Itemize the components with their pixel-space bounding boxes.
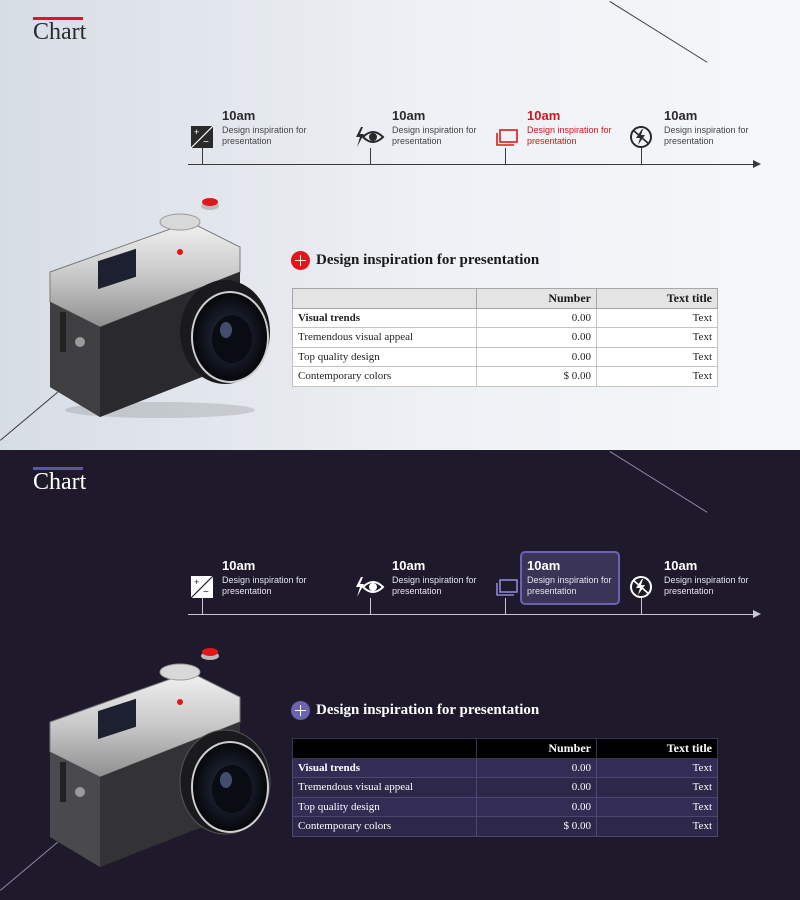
section-title: Design inspiration for presentation: [316, 252, 540, 268]
table-row: [293, 817, 718, 837]
timeline-tick: [641, 148, 642, 164]
table-cell-label: Visual trends: [293, 758, 477, 778]
table-row: [293, 347, 718, 367]
table-cell-text: Text: [597, 328, 718, 348]
table-cell-number: 0.00: [477, 308, 597, 328]
table-cell-number: 0.00: [477, 797, 597, 817]
timeline-tick: [202, 148, 203, 164]
timeline-item: [222, 108, 342, 147]
timeline-item: [664, 558, 784, 597]
table-header-cell: [293, 289, 477, 309]
decorative-line: [609, 1, 707, 63]
table-cell-text: Text: [597, 797, 718, 817]
table-row: [293, 778, 718, 798]
exposure-icon: [189, 574, 215, 600]
camera-image: [40, 642, 290, 872]
timeline-time: 10am: [527, 108, 561, 123]
table-cell-number: 0.00: [477, 347, 597, 367]
timeline-tick: [641, 598, 642, 614]
table-row: [293, 758, 718, 778]
timeline-tick: [505, 598, 506, 614]
table-cell-text: Text: [597, 347, 718, 367]
section-title: Design inspiration for presentation: [316, 702, 540, 718]
timeline-desc: Design inspiration for presentation: [222, 575, 307, 596]
timeline-arrow: [753, 160, 761, 168]
table-header-cell: Text title: [597, 289, 718, 309]
timeline-tick: [370, 148, 371, 164]
svg-text:−: −: [203, 587, 209, 598]
table-cell-label: Contemporary colors: [293, 817, 477, 837]
table-header-row: [293, 289, 718, 309]
svg-text:+: +: [194, 127, 200, 137]
table-row: [293, 797, 718, 817]
timeline-item-active: [527, 558, 617, 597]
data-table: [292, 288, 718, 387]
table-cell-number: $ 0.00: [477, 817, 597, 837]
timeline-item: [222, 558, 342, 597]
data-table: [292, 738, 718, 837]
timeline-time: 10am: [222, 558, 256, 573]
timeline-desc: Design inspiration for presentation: [392, 125, 477, 146]
slide-title: Chart: [33, 469, 87, 495]
timeline-time: 10am: [392, 558, 426, 573]
table-cell-text: Text: [597, 308, 718, 328]
table-cell-number: $ 0.00: [477, 367, 597, 387]
flash-eye-icon: [355, 124, 385, 150]
table-header-cell: Text title: [597, 739, 718, 759]
timeline-arrow: [753, 610, 761, 618]
timeline-tick: [370, 598, 371, 614]
table-cell-text: Text: [597, 778, 718, 798]
flash-eye-icon: [355, 574, 385, 600]
flash-off-icon: [628, 574, 654, 600]
table-cell-label: Top quality design: [293, 797, 477, 817]
timeline-axis: [188, 614, 756, 615]
timeline-axis: [188, 164, 756, 165]
table-cell-label: Tremendous visual appeal: [293, 778, 477, 798]
timeline-desc: Design inspiration for presentation: [222, 125, 307, 146]
table-cell-label: Contemporary colors: [293, 367, 477, 387]
table-cell-number: 0.00: [477, 758, 597, 778]
plus-icon: [291, 251, 310, 270]
exposure-icon: [189, 124, 215, 150]
table-cell-text: Text: [597, 367, 718, 387]
table-cell-label: Top quality design: [293, 347, 477, 367]
timeline-desc: Design inspiration for presentation: [527, 575, 612, 596]
table-header-cell: Number: [477, 739, 597, 759]
table-header-row: [293, 739, 718, 759]
timeline-desc: Design inspiration for presentation: [392, 575, 477, 596]
table-cell-label: Tremendous visual appeal: [293, 328, 477, 348]
slide-dark: [0, 450, 800, 900]
svg-text:−: −: [203, 137, 209, 148]
table-row: [293, 367, 718, 387]
table-cell-text: Text: [597, 758, 718, 778]
slide-title: Chart: [33, 19, 87, 45]
table-header-cell: [293, 739, 477, 759]
timeline-desc: Design inspiration for presentation: [527, 125, 612, 146]
timeline-desc: Design inspiration for presentation: [664, 575, 749, 596]
timeline-time: 10am: [527, 558, 561, 573]
timeline-tick: [505, 148, 506, 164]
timeline-time: 10am: [664, 108, 698, 123]
table-cell-number: 0.00: [477, 778, 597, 798]
table-row: [293, 308, 718, 328]
timeline-time: 10am: [222, 108, 256, 123]
timeline-item: [392, 558, 512, 597]
decorative-line: [609, 451, 707, 513]
table-header-cell: Number: [477, 289, 597, 309]
section-header: [291, 701, 539, 720]
timeline-item: [664, 108, 784, 147]
svg-text:+: +: [194, 577, 200, 587]
timeline-item: [392, 108, 512, 147]
timeline-desc: Design inspiration for presentation: [664, 125, 749, 146]
plus-icon: [291, 701, 310, 720]
timeline-tick: [202, 598, 203, 614]
timeline-time: 10am: [664, 558, 698, 573]
camera-image: [40, 192, 290, 422]
table-row: [293, 328, 718, 348]
table-cell-text: Text: [597, 817, 718, 837]
timeline-item-active: [527, 108, 647, 147]
table-cell-number: 0.00: [477, 328, 597, 348]
table-cell-label: Visual trends: [293, 308, 477, 328]
timeline-time: 10am: [392, 108, 426, 123]
section-header: [291, 251, 539, 270]
